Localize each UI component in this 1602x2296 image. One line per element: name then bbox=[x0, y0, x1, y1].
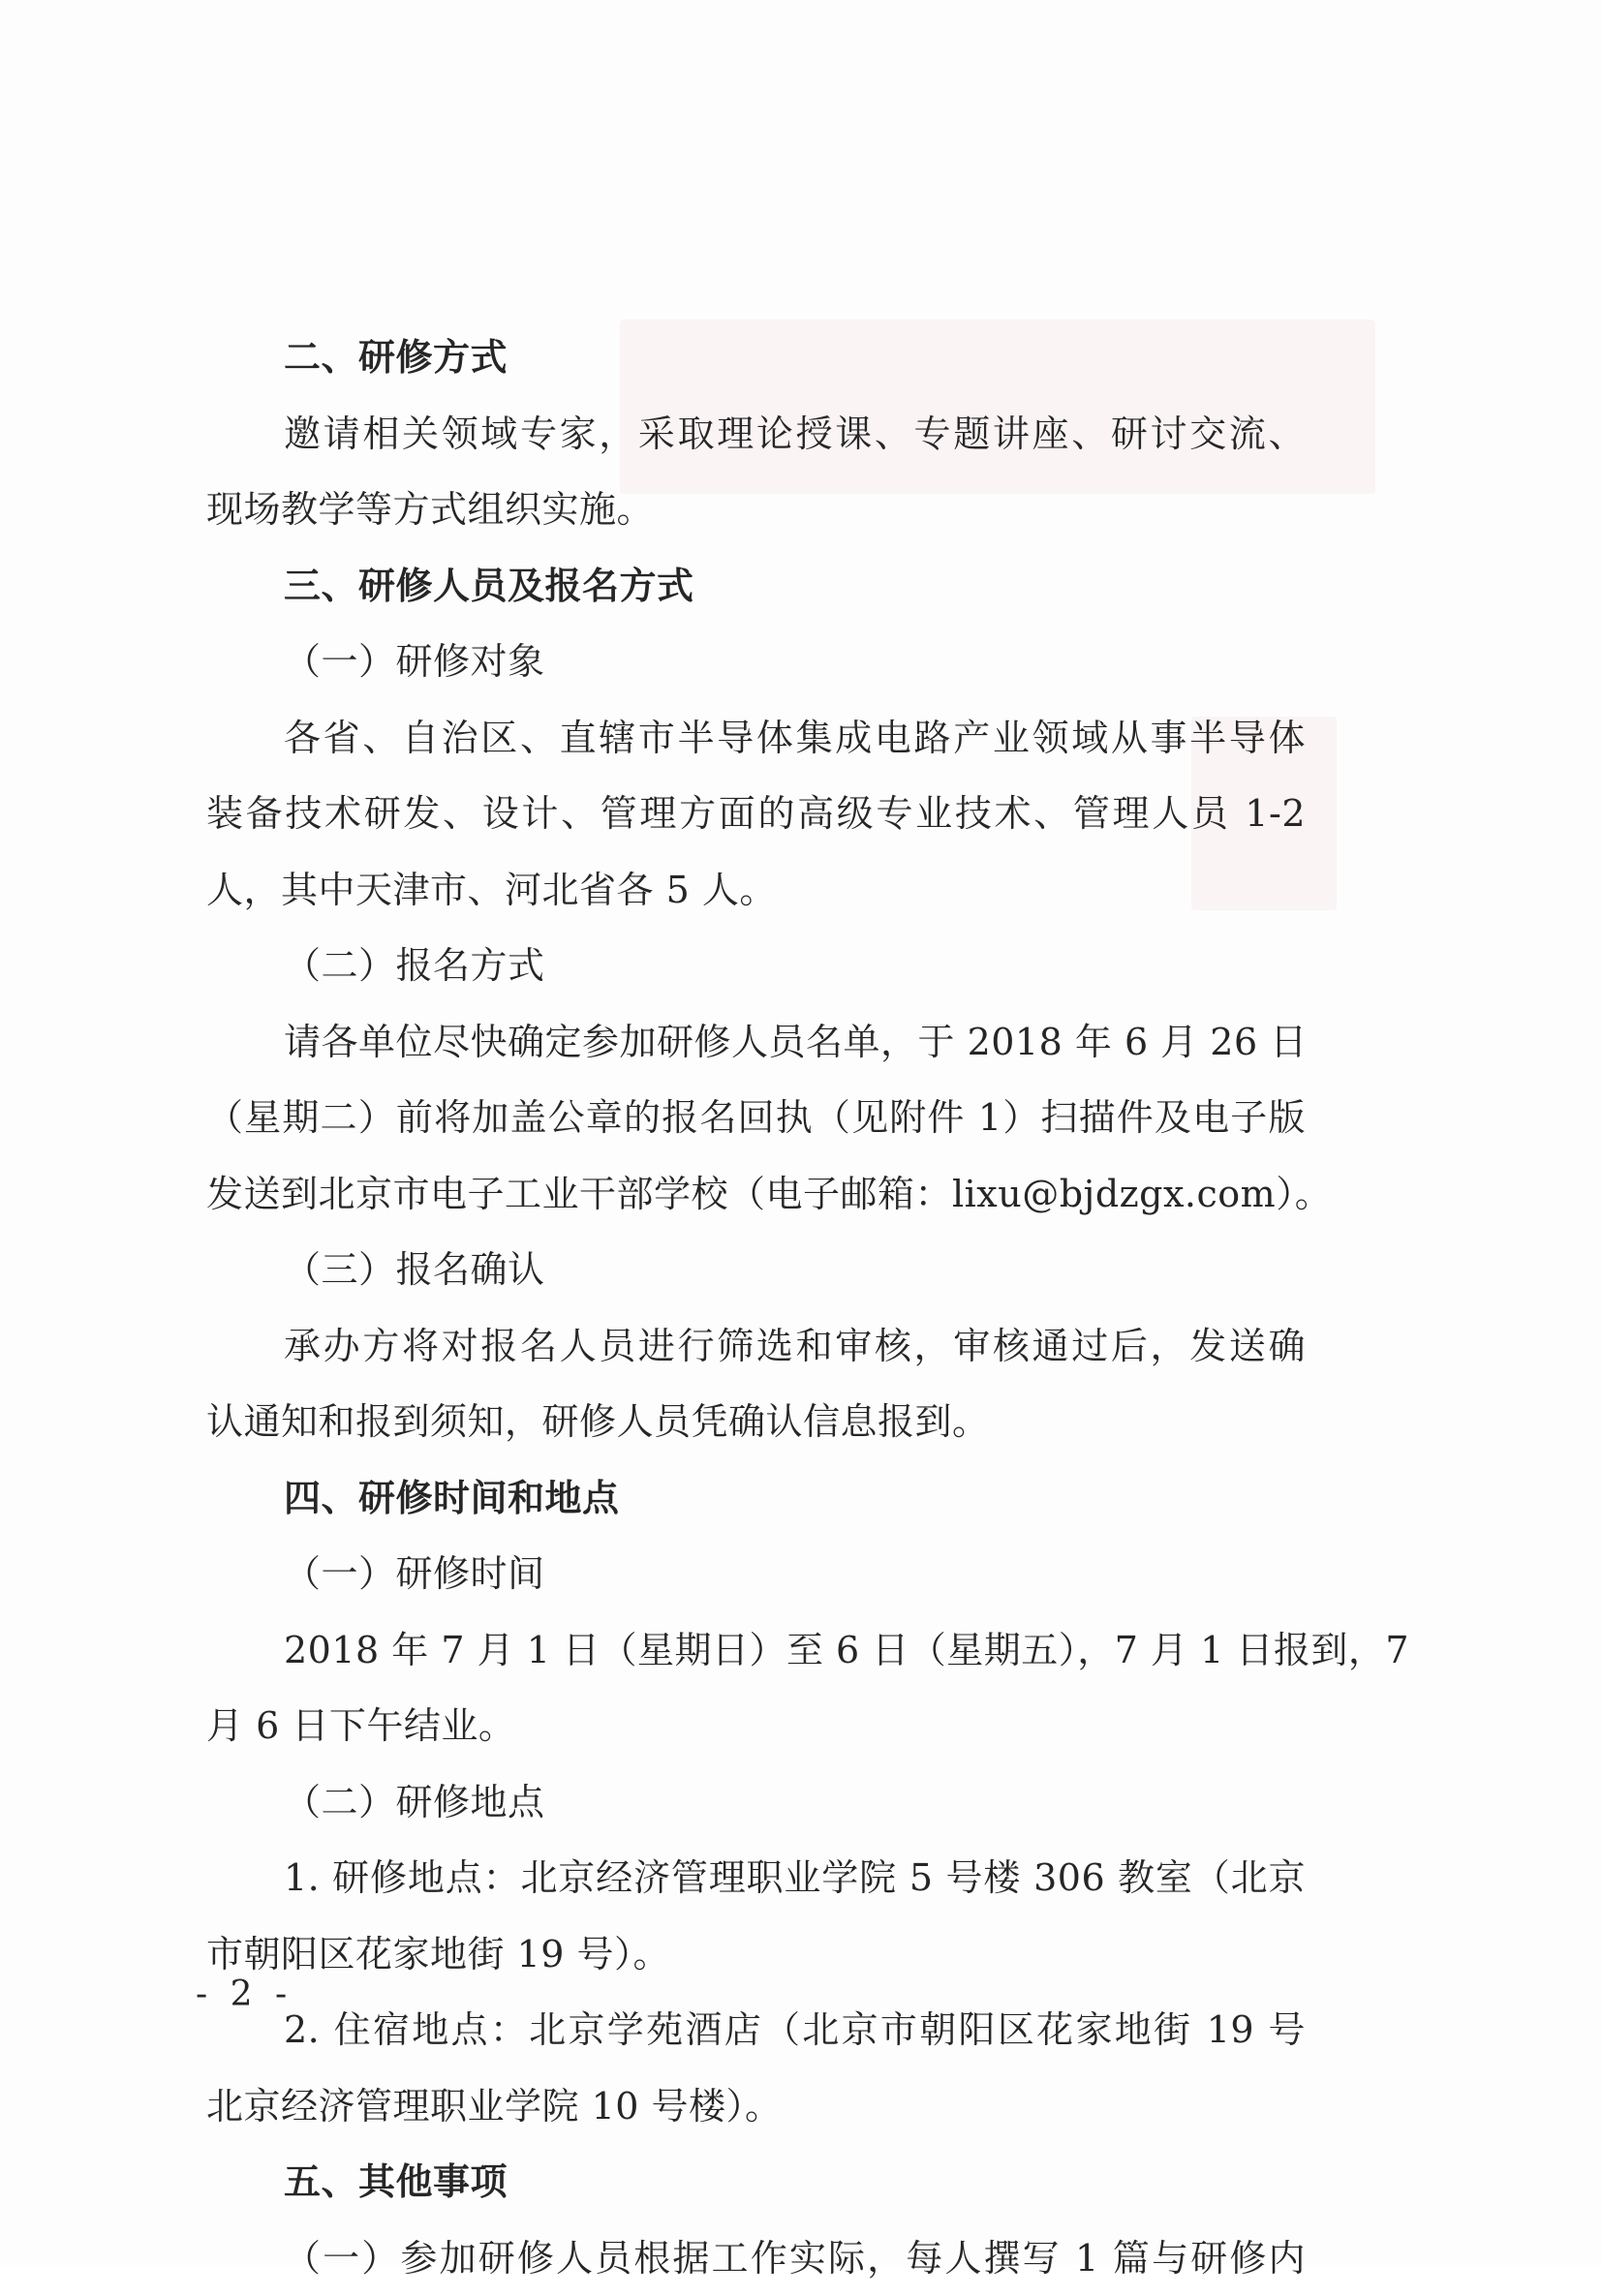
text-line: 请各单位尽快确定参加研修人员名单，于 2018 年 6 月 26 日 bbox=[206, 1004, 1306, 1081]
text-line: 装备技术研发、设计、管理方面的高级专业技术、管理人员 1-2 bbox=[206, 776, 1306, 852]
text-line: 认通知和报到须知，研修人员凭确认信息报到。 bbox=[206, 1384, 1306, 1460]
text-line: 1. 研修地点：北京经济管理职业学院 5 号楼 306 教室（北京 bbox=[206, 1840, 1306, 1916]
subsection-heading: （三）报名确认 bbox=[206, 1232, 1306, 1308]
text-line: （一）参加研修人员根据工作实际，每人撰写 1 篇与研修内 bbox=[206, 2220, 1306, 2296]
text-line: 2018 年 7 月 1 日（星期日）至 6 日（星期五），7 月 1 日报到，7 bbox=[206, 1612, 1306, 1689]
text-line: 邀请相关领域专家，采取理论授课、专题讲座、研讨交流、 bbox=[206, 396, 1306, 473]
text-line: 2. 住宿地点：北京学苑酒店（北京市朝阳区花家地街 19 号 bbox=[206, 1992, 1306, 2068]
text-line: 月 6 日下午结业。 bbox=[206, 1688, 1306, 1764]
section-heading: 五、其他事项 bbox=[206, 2144, 1306, 2220]
text-line: （星期二）前将加盖公章的报名回执（见附件 1）扫描件及电子版 bbox=[206, 1080, 1306, 1156]
text-line: 发送到北京市电子工业干部学校（电子邮箱：lixu@bjdzgx.com）。 bbox=[206, 1156, 1306, 1233]
text-line: 人，其中天津市、河北省各 5 人。 bbox=[206, 852, 1306, 929]
text-line: 北京经济管理职业学院 10 号楼）。 bbox=[206, 2068, 1306, 2145]
subsection-heading: （二）报名方式 bbox=[206, 928, 1306, 1004]
text-line: 现场教学等方式组织实施。 bbox=[206, 472, 1306, 548]
section-heading: 四、研修时间和地点 bbox=[206, 1460, 1306, 1537]
section-heading: 三、研修人员及报名方式 bbox=[206, 548, 1306, 625]
text-line: 各省、自治区、直辖市半导体集成电路产业领域从事半导体 bbox=[206, 700, 1306, 777]
page-number: - 2 - bbox=[196, 1971, 293, 2019]
subsection-heading: （一）研修对象 bbox=[206, 624, 1306, 700]
document-body bbox=[206, 320, 1306, 2296]
subsection-heading: （一）研修时间 bbox=[206, 1536, 1306, 1612]
subsection-heading: （二）研修地点 bbox=[206, 1764, 1306, 1841]
section-heading: 二、研修方式 bbox=[206, 320, 1306, 396]
text-line: 市朝阳区花家地街 19 号）。 bbox=[206, 1916, 1306, 1993]
text-line: 承办方将对报名人员进行筛选和审核，审核通过后，发送确 bbox=[206, 1308, 1306, 1385]
